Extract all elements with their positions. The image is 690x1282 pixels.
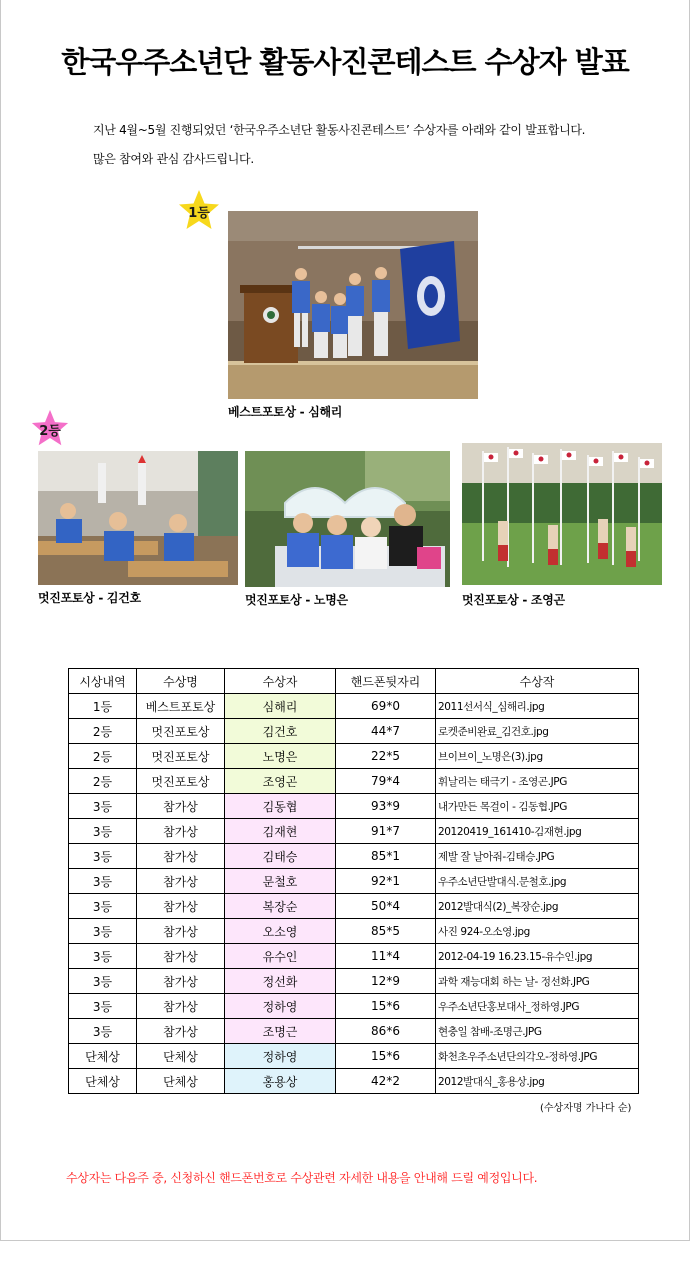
award-cell: 단체상	[137, 1044, 225, 1069]
work-cell: 로켓준비완료_김건호.jpg	[436, 719, 639, 744]
award-cell: 참가상	[137, 969, 225, 994]
work-cell: 제발 잘 날아줘-김태승.JPG	[436, 844, 639, 869]
table-row	[69, 819, 639, 844]
rank-cell: 2등	[69, 719, 137, 744]
winner-cell: 유수인	[225, 944, 336, 969]
rank-cell: 3등	[69, 994, 137, 1019]
phone-cell: 79*4	[336, 769, 436, 794]
award-cell: 멋진포토상	[137, 744, 225, 769]
phone-cell: 44*7	[336, 719, 436, 744]
table-row	[69, 869, 639, 894]
first-prize-photo[interactable]	[228, 211, 478, 399]
rank-cell: 3등	[69, 1019, 137, 1044]
work-cell: 우주소년단발대식.문철호.jpg	[436, 869, 639, 894]
work-cell: 사진 924-오소영.jpg	[436, 919, 639, 944]
winner-cell: 오소영	[225, 919, 336, 944]
second-prize-photo-3[interactable]	[462, 443, 662, 585]
work-cell: 휘날리는 태극기 - 조영곤.JPG	[436, 769, 639, 794]
work-cell: 브이브이_노명은(3).jpg	[436, 744, 639, 769]
header-phone: 핸드폰뒷자리	[336, 669, 436, 694]
work-cell: 20120419_161410-김재현.jpg	[436, 819, 639, 844]
intro-line-1: 지난 4월~5월 진행되었던 ‘한국우주소년단 활동사진콘테스트’ 수상자를 아래와 같이 발표합니다.	[93, 123, 586, 137]
award-cell: 참가상	[137, 844, 225, 869]
winner-cell: 심해리	[225, 694, 336, 719]
page-title: 한국우주소년단 활동사진콘테스트 수상자 발표	[61, 45, 629, 79]
intro-text	[93, 116, 653, 174]
work-cell: 2012발대식(2)_복장순.jpg	[436, 894, 639, 919]
table-row	[69, 1044, 639, 1069]
phone-cell: 15*6	[336, 994, 436, 1019]
phone-cell: 86*6	[336, 1019, 436, 1044]
table-row	[69, 844, 639, 869]
table-row	[69, 769, 639, 794]
winner-cell: 홍용상	[225, 1069, 336, 1094]
phone-cell: 85*1	[336, 844, 436, 869]
table-row	[69, 894, 639, 919]
winners-table	[68, 668, 639, 1094]
phone-cell: 93*9	[336, 794, 436, 819]
work-cell: 과학 재능대회 하는 날- 정선화.JPG	[436, 969, 639, 994]
rank-cell: 1등	[69, 694, 137, 719]
table-header-row	[69, 669, 639, 694]
table-row	[69, 694, 639, 719]
winner-cell: 김재현	[225, 819, 336, 844]
rank-cell: 3등	[69, 794, 137, 819]
work-cell: 현충일 참배-조명근.JPG	[436, 1019, 639, 1044]
rank-cell: 3등	[69, 844, 137, 869]
rank-cell: 2등	[69, 744, 137, 769]
winner-cell: 정선화	[225, 969, 336, 994]
work-cell: 화천초우주소년단의각오-정하영.JPG	[436, 1044, 639, 1069]
phone-cell: 42*2	[336, 1069, 436, 1094]
award-cell: 단체상	[137, 1069, 225, 1094]
table-row	[69, 919, 639, 944]
phone-cell: 15*6	[336, 1044, 436, 1069]
award-cell: 베스트포토상	[137, 694, 225, 719]
header-award: 수상명	[137, 669, 225, 694]
rank-cell: 3등	[69, 944, 137, 969]
phone-cell: 11*4	[336, 944, 436, 969]
header-rank: 시상내역	[69, 669, 137, 694]
table-row	[69, 719, 639, 744]
table-row	[69, 1069, 639, 1094]
award-cell: 참가상	[137, 894, 225, 919]
table-row	[69, 944, 639, 969]
rank-cell: 3등	[69, 869, 137, 894]
work-cell: 내가만든 목걸이 - 김동협.JPG	[436, 794, 639, 819]
rank-cell: 단체상	[69, 1069, 137, 1094]
winner-cell: 정하영	[225, 994, 336, 1019]
work-cell: 2011선서식_심해리.jpg	[436, 694, 639, 719]
table-row	[69, 1019, 639, 1044]
rank-cell: 2등	[69, 769, 137, 794]
winner-cell: 조명근	[225, 1019, 336, 1044]
table-row	[69, 994, 639, 1019]
winner-cell: 김건호	[225, 719, 336, 744]
winner-cell: 복장순	[225, 894, 336, 919]
phone-cell: 12*9	[336, 969, 436, 994]
rank-cell: 3등	[69, 969, 137, 994]
rank-cell: 3등	[69, 894, 137, 919]
winner-cell: 노명은	[225, 744, 336, 769]
work-cell: 우주소년단홍보대사_정하영.JPG	[436, 994, 639, 1019]
rank-cell: 3등	[69, 919, 137, 944]
phone-cell: 85*5	[336, 919, 436, 944]
notice-text: 수상자는 다음주 중, 신청하신 핸드폰번호로 수상관련 자세한 내용을 안내해 드릴 예정입니다.	[66, 1171, 538, 1185]
second-prize-photo-2[interactable]	[245, 451, 450, 587]
first-prize-star-icon	[178, 189, 220, 231]
award-cell: 참가상	[137, 1019, 225, 1044]
award-cell: 참가상	[137, 819, 225, 844]
second-prize-photo-1[interactable]	[38, 451, 238, 585]
sort-note: (수상자명 가나다 순)	[540, 1103, 632, 1114]
table-body	[69, 694, 639, 1094]
intro-line-2: 많은 참여와 관심 감사드립니다.	[93, 152, 254, 166]
phone-cell: 92*1	[336, 869, 436, 894]
header-work: 수상작	[436, 669, 639, 694]
second-prize-caption-1: 멋진포토상 - 김건호	[38, 591, 141, 605]
phone-cell: 22*5	[336, 744, 436, 769]
phone-cell: 69*0	[336, 694, 436, 719]
first-prize-caption: 베스트포토상 - 심해리	[228, 405, 343, 419]
award-cell: 멋진포토상	[137, 719, 225, 744]
work-cell: 2012-04-19 16.23.15-유수인.jpg	[436, 944, 639, 969]
winner-cell: 정하영	[225, 1044, 336, 1069]
rank-cell: 3등	[69, 819, 137, 844]
second-prize-badge-label: 2등	[39, 423, 61, 439]
award-cell: 멋진포토상	[137, 769, 225, 794]
award-cell: 참가상	[137, 944, 225, 969]
award-cell: 참가상	[137, 794, 225, 819]
second-prize-caption-3: 멋진포토상 - 조영곤	[462, 593, 565, 607]
winner-cell: 조영곤	[225, 769, 336, 794]
second-prize-caption-2: 멋진포토상 - 노명은	[245, 593, 348, 607]
second-prize-star-icon	[31, 409, 69, 447]
work-cell: 2012발대식_홍용상.jpg	[436, 1069, 639, 1094]
award-cell: 참가상	[137, 919, 225, 944]
award-cell: 참가상	[137, 869, 225, 894]
table-row	[69, 794, 639, 819]
header-winner: 수상자	[225, 669, 336, 694]
award-cell: 참가상	[137, 994, 225, 1019]
phone-cell: 50*4	[336, 894, 436, 919]
winner-cell: 김동협	[225, 794, 336, 819]
winner-cell: 문철호	[225, 869, 336, 894]
table-row	[69, 744, 639, 769]
table-row	[69, 969, 639, 994]
winner-cell: 김태승	[225, 844, 336, 869]
phone-cell: 91*7	[336, 819, 436, 844]
rank-cell: 단체상	[69, 1044, 137, 1069]
first-prize-badge-label: 1등	[188, 205, 210, 221]
